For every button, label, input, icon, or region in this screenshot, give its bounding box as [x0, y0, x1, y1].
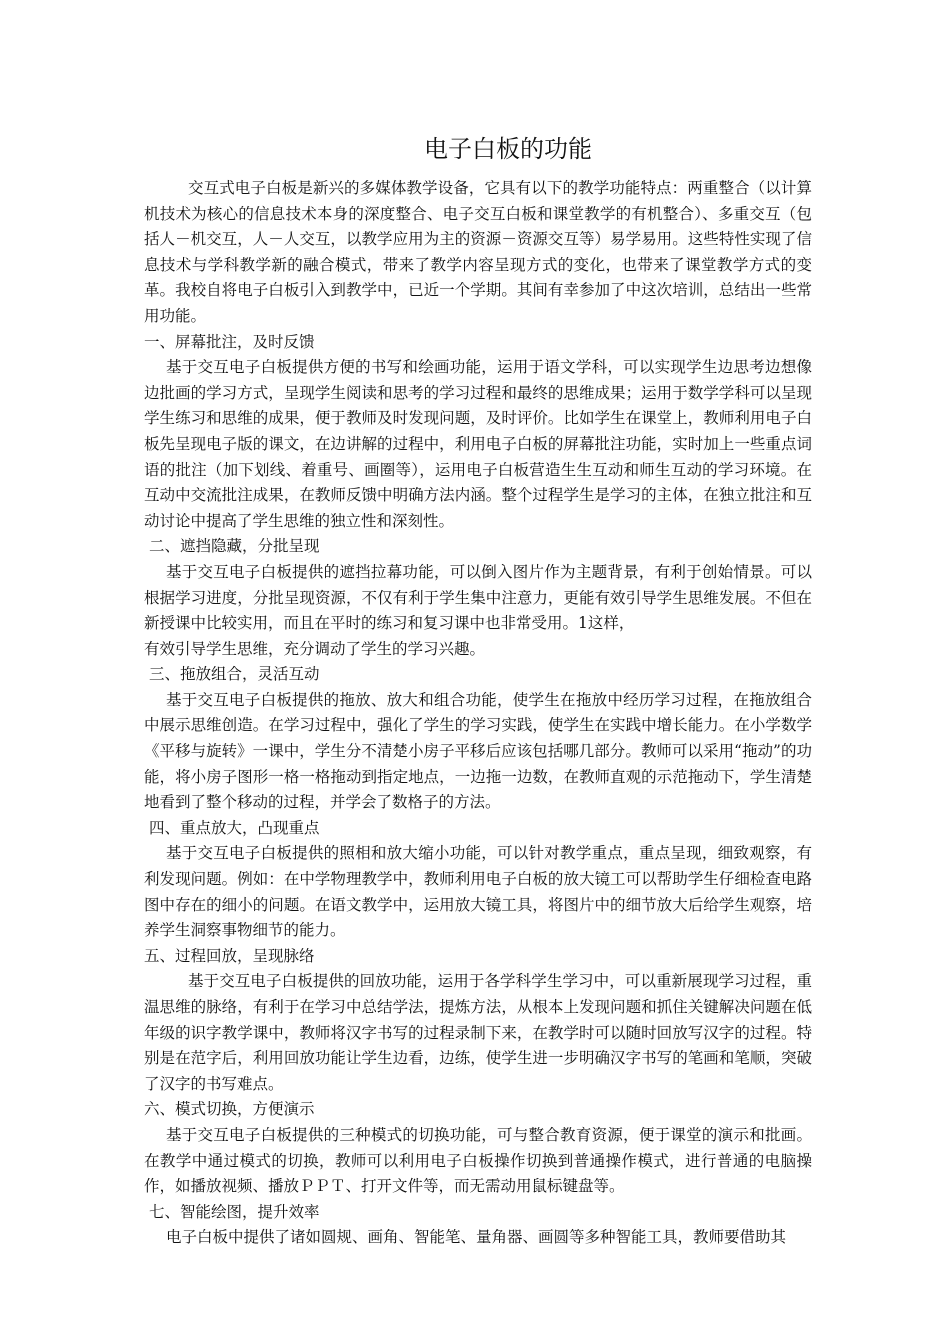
section-paragraph: 基于交互电子白板提供的拖放、放大和组合功能，使学生在拖放中经历学习过程，在拖放组合中展示思维创造。在学习过程中，强化了学生的学习实践，使学生在实践中增长能力。在小学数学《平移与旋转》一课中，学生分不清楚小房子平移后应该包括哪几部分。教师可以采用“拖动”的功能，将小房子图形一格一格拖动到指定地点，一边拖一边数，在教师直观的示范拖动下，学生清楚地看到了整个移动的过程，并学会了数格子的方法。 [144, 690, 812, 812]
section-heading: 一、屏幕批注，及时反馈 [144, 332, 315, 351]
intro-paragraph: 交互式电子白板是新兴的多媒体教学设备，它具有以下的教学功能特点：两重整合（以计算机技术为核心的信息技术本身的深度整合、电子交互白板和课堂教学的有机整合）、多重交互（包括人－机交互，人－人交互，以教学应用为主的资源－资源交互等）易学易用。这些特性实现了信息技术与学科教学新的融合模式，带来了教学内容呈现方式的变化，也带来了课堂教学方式的变革。我校自将电子白板引入到教学中，已近一个学期。其间有幸参加了中这次培训，总结出一些常用功能。 [144, 179, 812, 325]
document-body [144, 176, 812, 1251]
section-paragraph: 基于交互电子白板提供的照相和放大缩小功能，可以针对教学重点，重点呈现，细致观察，有利发现问题。例如：在中学物理教学中，教师利用电子白板的放大镜工可以帮助学生仔细检查电路图中存在的细小的问题。在语文教学中，运用放大镜工具，将图片中的细节放大后给学生观察，培养学生洞察事物细节的能力。 [144, 844, 812, 940]
section-4 [144, 816, 812, 944]
section-3 [144, 662, 812, 816]
section-7 [144, 1200, 812, 1251]
section-paragraph: 基于交互电子白板提供方便的书写和绘画功能，运用于语文学科，可以实现学生边思考边想像边批画的学习方式，呈现学生阅读和思考的学习过程和最终的思维成果；运用于数学学科可以呈现学生练习和思维的成果，便于教师及时发现问题，及时评价。比如学生在课堂上，教师利用电子白板先呈现电子版的课文，在边讲解的过程中，利用电子白板的屏幕批注功能，实时加上一些重点词语的批注（加下划线、着重号、画圈等），运用电子白板营造生生互动和师生互动的学习环境。在互动中交流批注成果，在教师反馈中明确方法内涵。整个过程学生是学习的主体，在独立批注和互动讨论中提高了学生思维的独立性和深刻性。 [144, 358, 812, 530]
section-1 [144, 330, 812, 535]
section-heading: 四、重点放大，凸现重点 [149, 818, 320, 837]
section-5 [144, 944, 812, 1098]
section-2 [144, 534, 812, 662]
document-title: 电子白板的功能 [424, 135, 592, 163]
section-6 [144, 1097, 812, 1199]
section-paragraph: 基于交互电子白板提供的遮挡拉幕功能，可以倒入图片作为主题背景，有利于创始情景。可以根据学习进度，分批呈现资源，不仅有利于学生集中注意力，更能有效引导学生思维发展。不但在新授课中比较实用，而且在平时的练习和复习课中也非常受用。1这样， [144, 562, 812, 633]
section-paragraph: 电子白板中提供了诸如圆规、画角、智能笔、量角器、画圆等多种智能工具，教师要借助其 [166, 1228, 787, 1247]
section-heading: 六、模式切换，方便演示 [144, 1100, 315, 1119]
section-heading: 七、智能绘图，提升效率 [149, 1202, 320, 1221]
section-heading: 二、遮挡隐藏，分批呈现 [149, 537, 320, 556]
section-paragraph: 基于交互电子白板提供的三种模式的切换功能，可与整合教育资源，便于课堂的演示和批画。在教学中通过模式的切换，教师可以利用电子白板操作切换到普通操作模式，进行普通的电脑操作，如播放视频、播放ＰＰＴ、打开文件等，而无需动用鼠标键盘等。 [144, 1125, 812, 1196]
section-paragraph: 基于交互电子白板提供的回放功能，运用于各学科学生学习中，可以重新展现学习过程，重温思维的脉络，有利于在学习中总结学法，提炼方法，从根本上发现问题和抓住关键解决问题在低年级的识字教学课中，教师将汉字书写的过程录制下来，在教学时可以随时回放写汉字的过程。特别是在范字后，利用回放功能让学生边看，边练，使学生进一步明确汉字书写的笔画和笔顺，突破了汉字的书写难点。 [144, 972, 812, 1093]
section-paragraph: 有效引导学生思维，充分调动了学生的学习兴趣。 [144, 639, 486, 658]
section-heading: 三、拖放组合，灵活互动 [149, 665, 320, 684]
section-heading: 五、过程回放，呈现脉络 [144, 946, 315, 965]
